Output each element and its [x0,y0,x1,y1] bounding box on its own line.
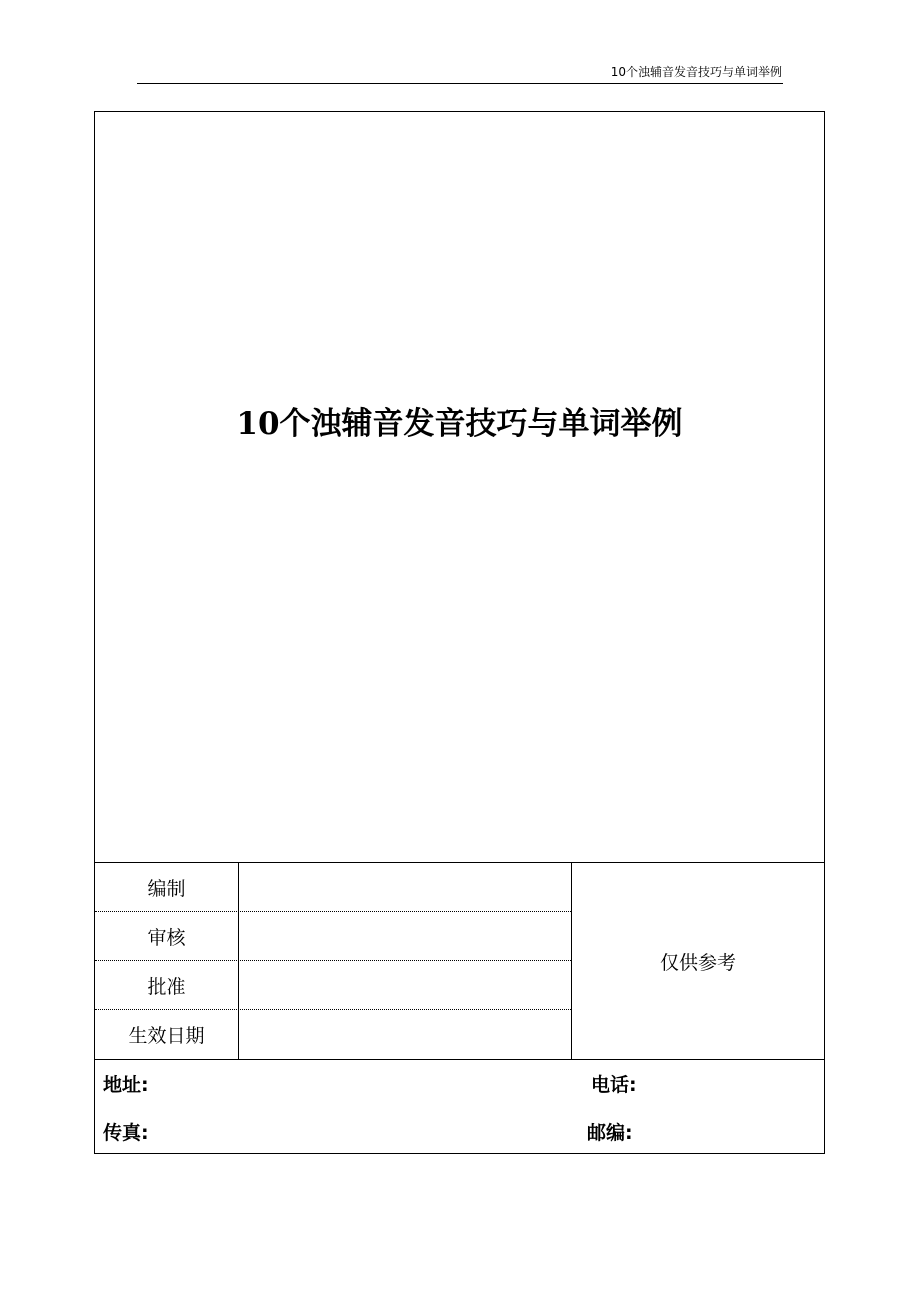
approval-table [95,862,824,1060]
approved-by-label: 批准 [147,975,186,998]
cover-frame [94,111,825,1154]
header-rule [137,83,783,84]
document-title: 10个浊辅音发音技巧与单词举例 [236,406,683,442]
reviewed-by-label: 审核 [147,926,186,949]
phone-label: 电话: [591,1074,637,1096]
reviewed-by-field[interactable] [239,912,571,960]
address-label: 地址: [103,1074,149,1096]
running-header: 10个浊辅音发音技巧与单词举例 [610,65,782,79]
reference-only-note: 仅供参考 [659,951,736,974]
postcode-label: 邮编: [587,1122,633,1144]
compiled-by-label: 编制 [147,877,186,900]
effective-date-label: 生效日期 [128,1024,205,1047]
fax-label: 传真: [103,1122,149,1144]
compiled-by-field[interactable] [239,863,571,911]
effective-date-field[interactable] [239,1010,571,1058]
approved-by-field[interactable] [239,961,571,1009]
